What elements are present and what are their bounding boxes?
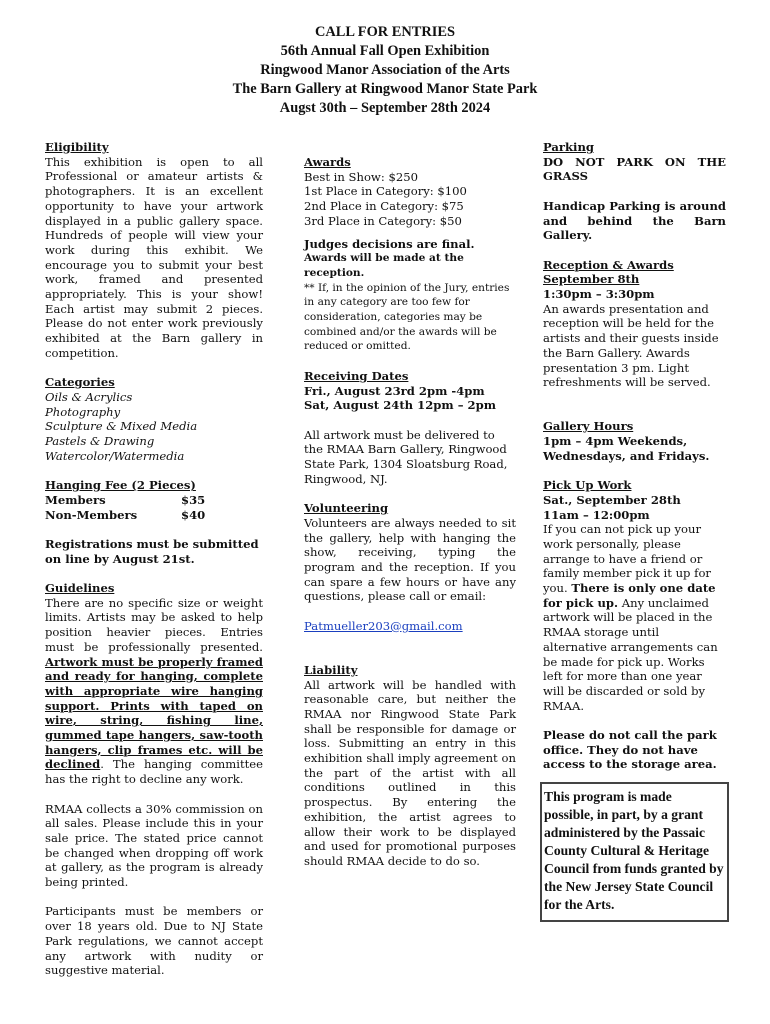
guidelines-text [45, 596, 263, 787]
registration-deadline: Registrations must be submitted on line by August 21st. [45, 536, 259, 566]
reception-heading: Reception & Awards [543, 257, 674, 272]
volunteering-text: Volunteers are always needed to sit the gallery, help with hanging the show, receiving, typing the program and the reception. If you can spare a few hours or have any questions, please call or email: [304, 515, 516, 604]
receiving-date-2: Sat, August 24th 12pm – 2pm [304, 398, 496, 413]
header-dates: Augst 30th – September 28th 2024 [279, 100, 491, 116]
park-office-note: Please do not call the park office. They do not have access to the storage area. [543, 728, 717, 772]
guidelines-framing-rule: Artwork must be properly framed and ready for hanging, complete with appropriate wire hanging support. Prints with taped on wire, string, fishing line, gummed tape hangers, saw-tooth hangers, clip frames etc. will be declined [45, 654, 263, 772]
participants-text: Participants must be members or over 18 years old. Due to NJ State Park regulations, we cannot accept any artwork with nudity or suggestive material. [45, 904, 263, 978]
category-item: Pastels & Drawing [45, 434, 155, 449]
parking-warning: DO NOT PARK ON THE GRASS [543, 154, 726, 184]
award-item: Best in Show: $250 [304, 169, 418, 184]
category-item: Watercolor/Watermedia [45, 448, 185, 463]
receiving-date-1: Fri., August 23rd 2pm -4pm [304, 383, 485, 398]
awards-heading: Awards [304, 155, 351, 169]
fee-value: $35 [181, 492, 206, 507]
pickup-text-2: Any unclaimed artwork will be placed in the RMAA storage until alternative arrangements can be made for pick up. Works left for more than one year will be discarded or sold by RMAA. [543, 595, 718, 713]
pickup-time: 11am – 12:00pm [543, 507, 650, 522]
parking-heading: Parking [543, 140, 594, 154]
liability-heading: Liability [304, 662, 358, 677]
header [0, 23, 770, 118]
hanging-fee-heading: Hanging Fee (2 Pieces) [45, 478, 196, 493]
volunteering-heading: Volunteering [304, 501, 389, 516]
volunteer-email-link[interactable]: Patmueller203@gmail.com [304, 618, 463, 633]
header-venue: The Barn Gallery at Ringwood Manor State Park [232, 81, 538, 97]
category-item: Oils & Acrylics [45, 389, 133, 404]
categories-heading: Categories [45, 375, 115, 390]
pickup-text [543, 522, 726, 713]
reception-text: An awards presentation and reception will be held for the artists and their guests inside the Barn Gallery. Awards presentation 3 pm. Light refreshments will be served. [543, 301, 719, 390]
guidelines-tail: . The hanging committee has the right to decline any work. [45, 757, 263, 787]
fee-row-nonmembers [45, 508, 263, 523]
commission-text: RMAA collects a 30% commission on all sales. Please include this in your sale price. The stated price cannot be changed when dropping off work at gallery, as the program is already being printed. [45, 801, 263, 890]
pickup-heading: Pick Up Work [543, 478, 632, 493]
receiving-text: All artwork must be delivered to the RMAA Barn Gallery, Ringwood State Park, 1304 Sloatsburg Road, Ringwood, NJ. [304, 427, 508, 486]
guidelines-intro: There are no specific size or weight limits. Artists may be asked to help position heavier pieces. Entries must be professionally presented. [45, 595, 263, 654]
grant-box: This program is made possible, in part, by a grant administered by the Passaic County Cultural & Heritage Council from funds granted by the New Jersey State Council for the Arts. [540, 782, 729, 922]
handicap-parking: Handicap Parking is around and behind the Barn Gallery. [543, 198, 726, 243]
reception-date: September 8th [543, 272, 640, 287]
pickup-date: Sat., September 28th [543, 492, 681, 507]
category-item: Photography [45, 404, 121, 419]
column-left [45, 140, 263, 978]
eligibility-heading: Eligibility [45, 140, 109, 154]
header-association: Ringwood Manor Association of the Arts [260, 62, 510, 78]
jury-note: ** If, in the opinion of the Jury, entries in any category are too few for consideration, categories may be combined and/or the awards will be reduced or omitted. [304, 281, 510, 353]
gallery-hours-heading: Gallery Hours [543, 419, 634, 434]
category-item: Sculpture & Mixed Media [45, 419, 198, 434]
gallery-hours-text: 1pm – 4pm Weekends, Wednesdays, and Fridays. [543, 434, 710, 463]
pickup-one-date: There is only one date for pick up. [543, 581, 716, 610]
award-item: 1st Place in Category: $100 [304, 184, 467, 199]
fee-label: Members [45, 492, 106, 507]
header-exhibition: 56th Annual Fall Open Exhibition [280, 43, 490, 59]
eligibility-text: This exhibition is open to all Professional or amateur artists & photographers. It is an excellent opportunity to have your artwork displayed in a public gallery space. Hundreds of people will view your work during this exhibit. We encourage you to submit your best work, framed and presented appropriately. This is your show! Each artist may submit 2 pieces. Please do not enter work previously exhibited at the Barn gallery in competition. [45, 154, 263, 360]
fee-row-members [45, 493, 263, 508]
liability-text: All artwork will be handled with reasonable care, but neither the RMAA nor Ringwood State Park shall be responsible for damage or loss. Submitting an entry in this exhibition shall imply agreement on the part of the artist with all conditions outlined in this prospectus. By entering the exhibition, the artist agrees to allow their work to be displayed and used for promotional purposes should RMAA decide to do so. [304, 677, 516, 868]
awards-reception-note: Awards will be made at the reception. [304, 252, 464, 279]
header-title: CALL FOR ENTRIES [315, 24, 455, 40]
guidelines-heading: Guidelines [45, 581, 115, 596]
fee-value: $40 [181, 507, 206, 522]
award-item: 2nd Place in Category: $75 [304, 199, 464, 214]
fee-label: Non-Members [45, 507, 138, 522]
pickup-text-1: If you can not pick up your work personally, please arrange to have a friend or family member pick it up for you. [543, 522, 711, 596]
column-right [543, 140, 726, 922]
judges-note: Judges decisions are final. [304, 236, 475, 251]
receiving-heading: Receiving Dates [304, 368, 409, 383]
column-middle [304, 155, 516, 869]
award-item: 3rd Place in Category: $50 [304, 213, 462, 228]
reception-time: 1:30pm – 3:30pm [543, 287, 655, 301]
